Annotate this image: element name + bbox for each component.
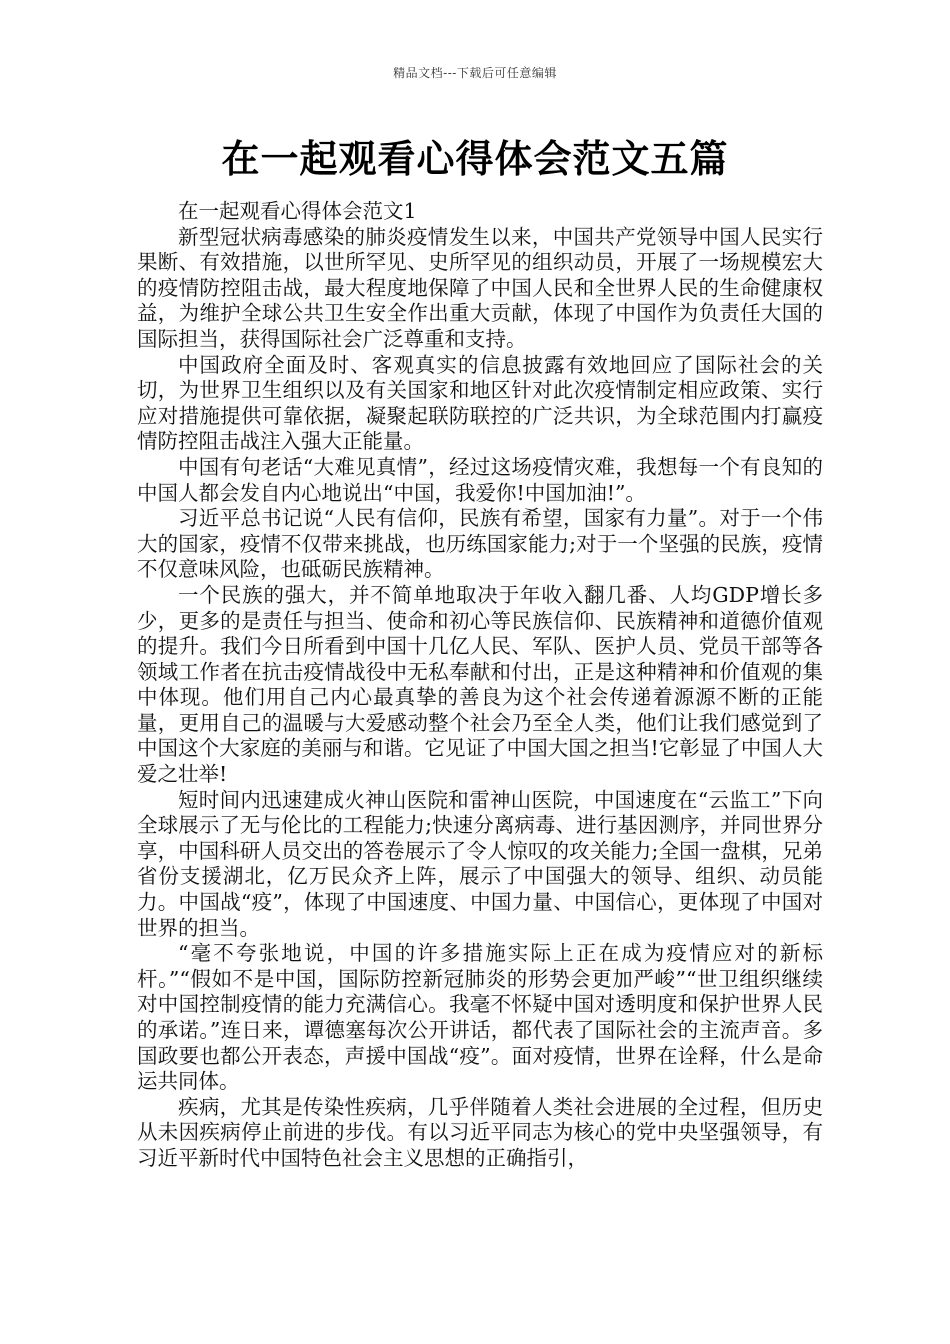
paragraph: 疾病，尤其是传染性疾病，几乎伴随着人类社会进展的全过程，但历史从未因疾病停止前进的步伐。有以习近平同志为核心的党中央坚强领导，有习近平新时代中国特色社会主义思想的正确指引， [137,1094,823,1170]
document-title: 在一起观看心得体会范文五篇 [221,137,729,181]
paragraph: 新型冠状病毒感染的肺炎疫情发生以来，中国共产党领导中国人民实行果断、有效措施，以世所罕见、史所罕见的组织动员，开展了一场规模宏大的疫情防控阻击战，最大程度地保障了中国人民和全世界人民的生命健康权益，为维护全球公共卫生安全作出重大贡献，体现了中国作为负责任大国的国际担当，获得国际社会广泛尊重和支持。 [137,224,823,351]
paragraph: 中国政府全面及时、客观真实的信息披露有效地回应了国际社会的关切，为世界卫生组织以及有关国家和地区针对此次疫情制定相应政策、实行应对措施提供可靠依据，凝聚起联防联控的广泛共识，为全球范围内打赢疫情防控阻击战注入强大正能量。 [137,352,823,454]
document-body [137,199,823,1172]
paragraph: 习近平总书记说“人民有信仰，民族有希望，国家有力量”。对于一个伟大的国家，疫情不仅带来挑战，也历练国家能力;对于一个坚强的民族，疫情不仅意味风险，也砥砺民族精神。 [137,506,823,582]
header-note: 精品文档---下载后可任意编辑 [393,66,557,80]
section-heading: 在一起观看心得体会范文1 [178,199,417,223]
paragraph: 中国有句老话“大难见真情”，经过这场疫情灾难，我想每一个有良知的中国人都会发自内心地说出“中国，我爱你!中国加油!”。 [137,454,823,505]
paragraph: 一个民族的强大，并不简单地取决于年收入翻几番、人均GDP增长多少，更多的是责任与担当、使命和初心等民族信仰、民族精神和道德价值观的提升。我们今日所看到中国十几亿人民、军队、医护人员、党员干部等各领域工作者在抗击疫情战役中无私奉献和付出，正是这种精神和价值观的集中体现。他们用自己内心最真挚的善良为这个社会传递着源源不断的正能量，更用自己的温暖与大爱感动整个社会乃至全人类，他们让我们感觉到了中国这个大家庭的美丽与和谐。它见证了中国大国之担当!它彰显了中国人大爱之壮举! [137,582,823,787]
paragraph: “毫不夸张地说，中国的许多措施实际上正在成为疫情应对的新标杆。”“假如不是中国，国际防控新冠肺炎的形势会更加严峻”“世卫组织继续对中国控制疫情的能力充满信心。我毫不怀疑中国对透明度和保护世界人民的承诺。”连日来，谭德塞每次公开讲话，都代表了国际社会的主流声音。多国政要也都公开表态，声援中国战“疫”。面对疫情，世界在诠释，什么是命运共同体。 [137,941,823,1094]
paragraph: 短时间内迅速建成火神山医院和雷神山医院，中国速度在“云监工”下向全球展示了无与伦比的工程能力;快速分离病毒、进行基因测序，并同世界分享，中国科研人员交出的答卷展示了令人惊叹的攻关能力;全国一盘棋，兄弟省份支援湖北，亿万民众齐上阵，展示了中国强大的领导、组织、动员能力。中国战“疫”，体现了中国速度、中国力量、中国信心，更体现了中国对世界的担当。 [137,787,823,940]
